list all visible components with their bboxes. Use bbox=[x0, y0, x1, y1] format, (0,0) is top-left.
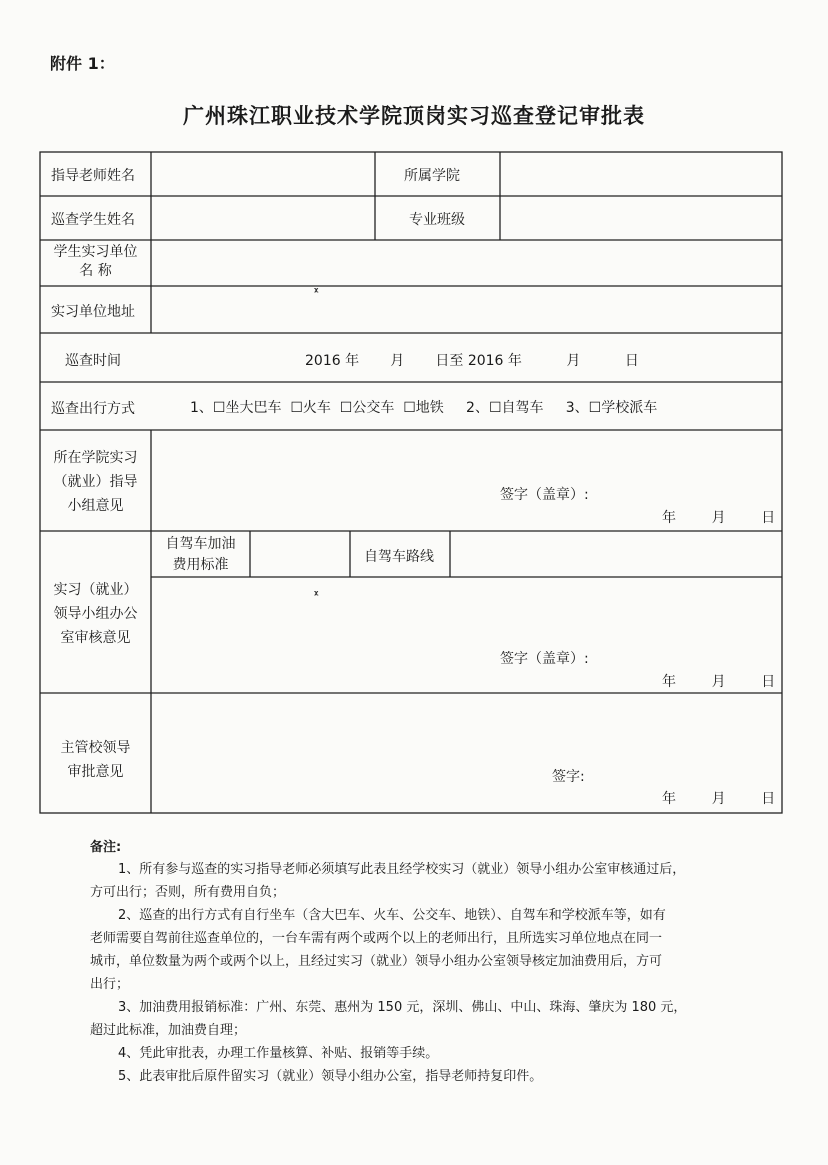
college-label: 所属学院 bbox=[404, 168, 460, 184]
college-opinion-label-line-2: （就业）指导 bbox=[53, 474, 138, 490]
fuel-standard-label bbox=[151, 534, 250, 576]
unit-name-label-line-2: 名 称 bbox=[79, 263, 112, 279]
leader-opinion-label bbox=[40, 736, 151, 784]
teacher-name-field[interactable] bbox=[152, 153, 374, 195]
note-line: 4、凭此审批表，办理工作量核算、补贴、报销等手续。 bbox=[118, 1046, 439, 1061]
notes-heading: 备注: bbox=[90, 840, 122, 855]
college-date: 年 月 日 bbox=[662, 510, 776, 526]
unit-name-field[interactable] bbox=[152, 241, 781, 285]
fuel-standard-label-line-2: 费用标准 bbox=[172, 557, 229, 573]
fuel-standard-label-line-1: 自驾车加油 bbox=[165, 536, 236, 552]
office-opinion-label bbox=[40, 578, 151, 650]
travel-mode-options[interactable]: 1、☐坐大巴车 ☐火车 ☐公交车 ☐地铁 2、☐自驾车 3、☐学校派车 bbox=[190, 400, 658, 416]
major-class-field[interactable] bbox=[501, 197, 781, 239]
college-sign-seal-label: 签字（盖章）: bbox=[500, 487, 589, 503]
fuel-standard-field[interactable] bbox=[251, 532, 349, 576]
unit-address-label: 实习单位地址 bbox=[51, 304, 135, 320]
student-name-field[interactable] bbox=[152, 197, 374, 239]
note-line: 超过此标准，加油费自理； bbox=[90, 1023, 247, 1038]
note-line: 出行； bbox=[90, 977, 130, 992]
note-line: 5、此表审批后原件留实习（就业）领导小组办公室，指导老师持复印件。 bbox=[118, 1069, 543, 1084]
note-line: 老师需要自驾前往巡查单位的，一台车需有两个或两个以上的老师出行，且所选实习单位地点在同一 bbox=[90, 931, 663, 946]
teacher-name-label: 指导老师姓名 bbox=[51, 168, 135, 184]
note-line: 1、所有参与巡查的实习指导老师必须填写此表且经学校实习（就业）领导小组办公室审核通过后， bbox=[118, 862, 686, 877]
note-line: 3、加油费用报销标准：广州、东莞、惠州为 150 元，深圳、佛山、中山、珠海、肇庆为 180 元， bbox=[118, 1000, 687, 1015]
route-field[interactable] bbox=[451, 532, 781, 576]
student-name-label: 巡查学生姓名 bbox=[51, 212, 135, 228]
leader-sign-label: 签字: bbox=[552, 769, 585, 785]
unit-address-field[interactable] bbox=[152, 287, 781, 332]
attachment-label: 附件 1： bbox=[50, 54, 115, 73]
office-date: 年 月 日 bbox=[662, 674, 776, 690]
college-opinion-label-line-3: 小组意见 bbox=[67, 498, 124, 514]
scan-mark: ᵡ bbox=[314, 285, 319, 298]
inspection-time-value[interactable]: 2016 年 月 日至 2016 年 月 日 bbox=[305, 353, 639, 369]
college-opinion-label bbox=[40, 446, 151, 518]
leader-date: 年 月 日 bbox=[662, 791, 776, 807]
unit-name-label bbox=[40, 243, 151, 281]
note-line: 2、巡查的出行方式有自行坐车（含大巴车、火车、公交车、地铁）、自驾车和学校派车等，如有 bbox=[118, 908, 666, 923]
leader-opinion-label-line-2: 审批意见 bbox=[67, 764, 124, 780]
college-field[interactable] bbox=[501, 153, 781, 195]
office-opinion-label-line-2: 领导小组办公 bbox=[53, 606, 138, 622]
travel-mode-label: 巡查出行方式 bbox=[51, 401, 135, 417]
unit-name-label-line-1: 学生实习单位 bbox=[53, 244, 138, 260]
college-opinion-label-line-1: 所在学院实习 bbox=[53, 450, 138, 466]
notes-list bbox=[90, 858, 770, 1088]
office-opinion-label-line-3: 室审核意见 bbox=[60, 630, 131, 646]
route-label: 自驾车路线 bbox=[364, 549, 434, 565]
inspection-time-label: 巡查时间 bbox=[65, 353, 121, 369]
office-sign-seal-label: 签字（盖章）: bbox=[500, 651, 589, 667]
leader-opinion-label-line-1: 主管校领导 bbox=[60, 740, 131, 756]
scan-mark: ᵡ bbox=[314, 588, 319, 601]
form-title: 广州珠江职业技术学院顶岗实习巡查登记审批表 bbox=[183, 104, 645, 128]
office-opinion-label-line-1: 实习（就业） bbox=[53, 582, 138, 598]
note-line: 城市，单位数量为两个或两个以上，且经过实习（就业）领导小组办公室领导核定加油费用后，方可 bbox=[90, 954, 663, 969]
major-class-label: 专业班级 bbox=[409, 212, 465, 228]
note-line: 方可出行；否则，所有费用自负； bbox=[90, 885, 286, 900]
